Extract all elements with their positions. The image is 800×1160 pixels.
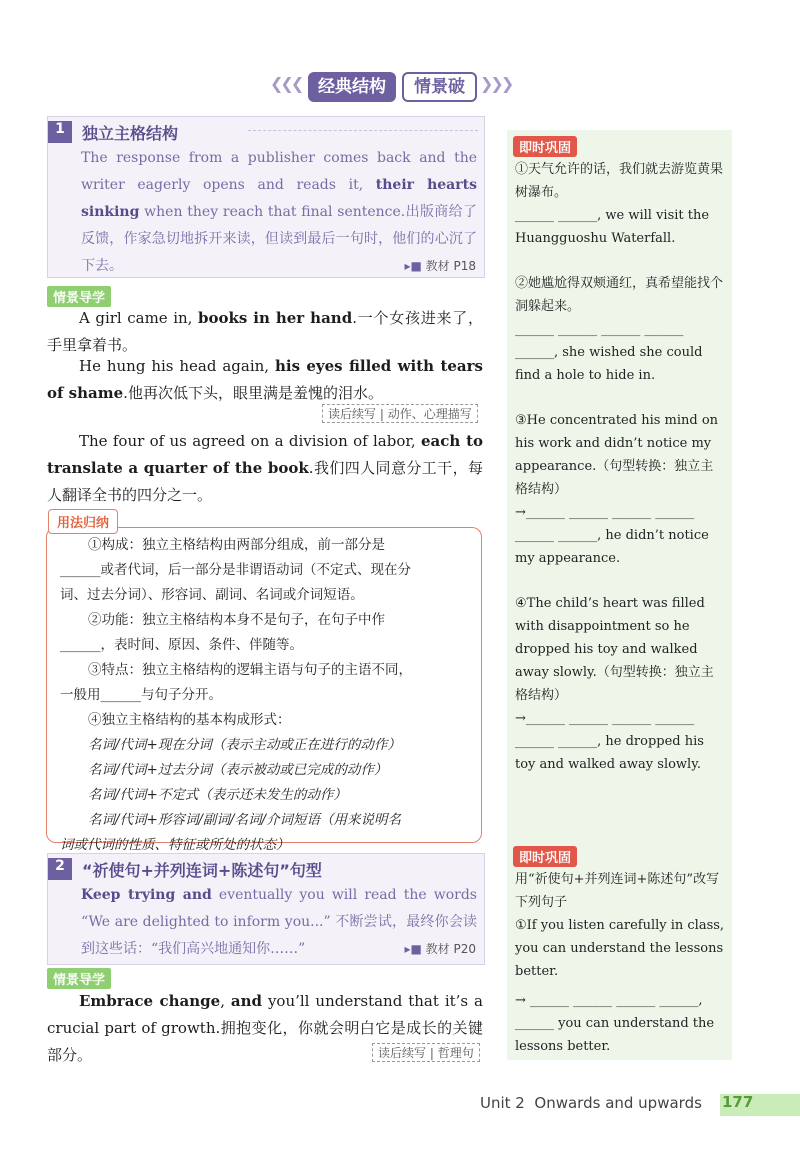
example-sentence: The response from a publisher comes back and the writer eagerly opens and reads it, their hearts sinking when they reach that final sentence.出版商给了反馈，作家急切地拆开来读，但读到最后一句时，他们的心沉了下去。 <box>81 150 477 274</box>
practice-1-questions <box>515 158 725 776</box>
answer-blank[interactable]: ______ ______ ______ ______ ______, she wished she could find a hole to hide in. <box>515 322 703 383</box>
guide-tag: 情景导学 <box>47 968 111 989</box>
usage-summary-tag: 用法归纳 <box>48 509 118 534</box>
section-2-box <box>47 853 485 965</box>
question-2: ②她尴尬得双颊通红，真希望能找个洞躲起来。 ______ ______ ______ ______ ______, she wished she could find a hole to hide in. <box>515 272 725 387</box>
section-header <box>0 66 800 106</box>
section-1-title <box>48 121 178 143</box>
book-icon: ▸■ <box>404 942 422 956</box>
guide-paragraph-2: He hung his head again, his eyes filled with tears of shame.他再次低下头，眼里满是羞愧的泪水。 <box>47 357 483 402</box>
usage-note: 读后续写 | 动作、心理描写 <box>322 404 478 423</box>
guide-paragraph-3: The four of us agreed on a division of labor, each to translate a quarter of the book.我们四人同意分工干，每人翻译全书的四分之一。 <box>47 432 484 504</box>
question-4: ④The child’s heart was filled with disappointment so he dropped his toy and walked away slowly.（句型转换：独立主格结构） →______ ______ ______ ______ ______ ______, he dropped his toy and walked away slowly. <box>515 592 725 776</box>
answer-blank[interactable]: → ______ ______ ______ ______, ______ you can understand the lessons better. <box>515 993 715 1054</box>
book-icon: ▸■ <box>404 259 422 273</box>
question-1: ①If you listen carefully in class, you can understand the lessons better. <box>515 918 725 979</box>
header-label-structure: 经典结构 <box>308 72 396 102</box>
header-label-scene: 情景破 <box>402 72 477 102</box>
section-number: 1 <box>48 121 72 143</box>
section-number: 2 <box>48 858 72 880</box>
practice-tag: 即时巩固 <box>513 136 577 157</box>
textbook-source: ▸■ 教材 P18 <box>404 259 476 273</box>
divider <box>248 130 478 131</box>
question-3: ③He concentrated his mind on his work and didn’t notice my appearance.（句型转换：独立主格结构） →______ ______ ______ ______ ______ ______, he didn’t notice my appearance. <box>515 409 725 570</box>
answer-blank[interactable]: →______ ______ ______ ______ ______ ______, he dropped his toy and walked away slowly. <box>515 711 704 772</box>
practice-tag: 即时巩固 <box>513 846 577 867</box>
usage-note: 读后续写 | 哲理句 <box>372 1043 480 1062</box>
practice-intro: 用“祈使句+并列连词+陈述句”改写下列句子 <box>515 872 720 910</box>
section-title: “祈使句+并列连词+陈述句”句型 <box>82 860 322 880</box>
section-2-title <box>48 858 322 880</box>
question-1: ①天气允许的话，我们就去游览黄果树瀑布。 ______ ______, we will visit the Huangguoshu Waterfall. <box>515 158 725 250</box>
guide-paragraph-1: A girl came in, books in her hand.一个女孩进来了，手里拿着书。 <box>47 309 483 354</box>
chevron-left-icon: ❮❮❮ <box>270 74 302 93</box>
unit-title: Unit 2 Onwards and upwards <box>480 1094 702 1112</box>
page-number: 177 <box>722 1093 754 1111</box>
textbook-source: ▸■ 教材 P20 <box>404 942 476 956</box>
usage-summary-text: ①构成：独立主格结构由两部分组成，前一部分是 ______或者代词，后一部分是非谓语动词（不定式、现在分 词、过去分词）、形容词、副词、名词或介词短语。 ②功能：独立主格结构本身不是句子，在句子中作 ______，表时间、原因、条件、伴随等。 ③特点：独立主格结构的逻辑主语与句子的主语不同， 一般用______与句子分开。 ④独立主格结构的基本构成形式： 名词/代词+现在分词（表示主动或正在进行的动作） 名词/代词+过去分词（表示被动或已完成的动作） 名词/代词+不定式（表示还未发生的动作） 名词/代词+形容词/副词/名词/介词短语（用来说明名 词或代词的性质、特征或所处的状态） <box>60 537 412 853</box>
practice-2-questions <box>515 868 725 1058</box>
answer-blank[interactable]: ______ ______, we will visit the Huangguoshu Waterfall. <box>515 208 710 246</box>
section-1-box <box>47 116 485 278</box>
guide-tag: 情景导学 <box>47 286 111 307</box>
example-sentence: Keep trying and eventually you will read the words “We are delighted to inform you...” 不断尝试，最终你会读到这些话：“我们高兴地通知你……” <box>81 887 478 957</box>
section-title: 独立主格结构 <box>82 123 179 143</box>
guide-paragraph: Embrace change, and you’ll understand that it’s a crucial part of growth.拥抱变化，你就会明白它是成长的关键部分。 <box>47 992 483 1064</box>
chevron-right-icon: ❯❯❯ <box>480 74 512 93</box>
answer-blank[interactable]: →______ ______ ______ ______ ______ ______, he didn’t notice my appearance. <box>515 505 709 566</box>
